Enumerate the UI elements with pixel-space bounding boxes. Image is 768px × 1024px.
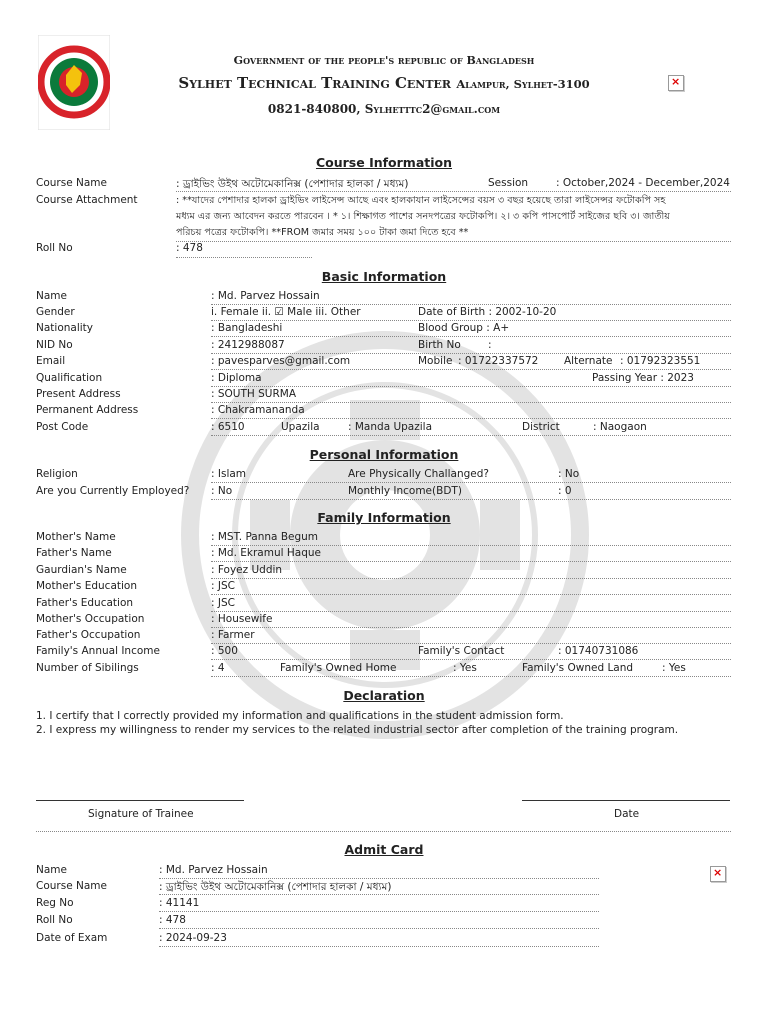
center-address: Alampur, Sylhet-3100 — [456, 77, 590, 91]
physically-challenged-label: Are Physically Challanged? — [348, 468, 489, 480]
religion-label: Religion — [36, 468, 78, 480]
declaration-title: Declaration — [343, 688, 425, 703]
owned-home-value: : Yes — [453, 662, 477, 674]
center-title — [0, 74, 768, 92]
alternate-label: Alternate — [564, 355, 613, 367]
blood-group: Blood Group : A+ — [418, 322, 510, 334]
family-info-title: Family Information — [317, 510, 451, 525]
annual-income-value: : 500 — [211, 645, 238, 657]
admit-exam-label: Date of Exam — [36, 932, 108, 944]
birth-no-value: : — [488, 339, 492, 351]
nid-value: : 2412988087 — [211, 339, 285, 351]
mother-occupation-value: : Housewife — [211, 613, 273, 625]
course-attachment-line2: মধ্যম এর জন্য আবেদন করতে পারবেন । * ১। শিক্ষাগত পাশের সনদপত্রের ফটোকপি। ২। ৩ কপি পাসপোর্ট সাইজের ছবি ৩। জাতীয় — [176, 211, 670, 222]
father-occupation-label: Father's Occupation — [36, 629, 141, 641]
course-attachment-line3: পরিচয় পত্রের ফটোকপি। **FROM জমার সময় ১০০ টাকা জমা দিতে হবে ** — [176, 227, 469, 238]
district-label: District — [522, 421, 560, 433]
mother-name-value: : MST. Panna Begum — [211, 531, 319, 543]
present-address-label: Present Address — [36, 388, 121, 400]
gender-label: Gender — [36, 306, 75, 318]
admit-name-value: : Md. Parvez Hossain — [159, 864, 268, 876]
date-signature-line — [522, 800, 730, 801]
owned-home-label: Family's Owned Home — [280, 662, 397, 674]
guardian-name-label: Gaurdian's Name — [36, 564, 127, 576]
physically-challenged-value: : No — [558, 468, 580, 480]
guardian-name-value: : Foyez Uddin — [211, 564, 283, 576]
trainee-signature-line — [36, 800, 244, 801]
declaration-line-2: 2. I express my willingness to render my services to the related industrial sector after completion of the training program. — [36, 724, 679, 736]
nationality-label: Nationality — [36, 322, 94, 334]
admit-roll-label: Roll No — [36, 914, 73, 926]
admit-card-title: Admit Card — [344, 842, 424, 857]
post-code-value: : 6510 — [211, 421, 245, 433]
admit-roll-value: : 478 — [159, 914, 186, 926]
employed-label: Are you Currently Employed? — [36, 485, 190, 497]
permanent-address-value: : Chakramananda — [211, 404, 305, 416]
mobile-label: Mobile — [418, 355, 453, 367]
father-name-label: Father's Name — [36, 547, 112, 559]
session-value: : October,2024 - December,2024 — [556, 177, 730, 189]
admit-course-label: Course Name — [36, 880, 107, 892]
date-of-birth: Date of Birth : 2002-10-20 — [418, 306, 557, 318]
mother-education-label: Mother's Education — [36, 580, 138, 592]
course-attachment-line1: : **যাদের পেশাদার হালকা ড্রাইভিং লাইসেন্স আছে এবং হালকাযান লাইসেন্সের বয়স ৩ বছর হয়েছে তারা লাইসেন্সর ফটোকপি সহ — [176, 195, 666, 206]
alternate-value: : 01792323551 — [620, 355, 701, 367]
course-name-label: Course Name — [36, 177, 107, 189]
birth-no-label: Birth No — [418, 339, 461, 351]
owned-land-label: Family's Owned Land — [522, 662, 634, 674]
course-info-title: Course Information — [315, 155, 453, 170]
personal-info-title: Personal Information — [309, 447, 459, 462]
post-code-label: Post Code — [36, 421, 89, 433]
admit-photo-broken-icon: × — [710, 866, 726, 882]
permanent-address-label: Permanent Address — [36, 404, 139, 416]
admit-name-label: Name — [36, 864, 67, 876]
mother-education-value: : JSC — [211, 580, 235, 592]
admit-reg-label: Reg No — [36, 897, 74, 909]
gender-options: i. Female ii. ☑ Male iii. Other — [211, 306, 361, 318]
center-name: Sylhet Technical Training Center — [178, 74, 452, 92]
owned-land-value: : Yes — [662, 662, 686, 674]
father-occupation-value: : Farmer — [211, 629, 255, 641]
session-label: Session — [488, 177, 529, 189]
name-label: Name — [36, 290, 67, 302]
district-value: : Naogaon — [593, 421, 647, 433]
family-contact-value: : 01740731086 — [558, 645, 639, 657]
employed-value: : No — [211, 485, 233, 497]
admit-course-value: : ড্রাইভিং উইথ অটোমেকানিক্স (পেশাদার হালকা / মধ্যম) — [159, 881, 392, 893]
roll-no-label: Roll No — [36, 242, 73, 254]
qualification-value: : Diploma — [211, 372, 262, 384]
email-label: Email — [36, 355, 66, 367]
nid-label: NID No — [36, 339, 73, 351]
declaration-line-1: 1. I certify that I correctly provided my information and qualifications in the student admission form. — [36, 710, 564, 722]
present-address-value: : SOUTH SURMA — [211, 388, 297, 400]
mobile-value: : 01722337572 — [458, 355, 539, 367]
email-value: : pavesparves@gmail.com — [211, 355, 351, 367]
passing-year: Passing Year : 2023 — [592, 372, 694, 384]
admit-exam-value: : 2024-09-23 — [159, 932, 227, 944]
roll-no-value: : 478 — [176, 242, 203, 254]
siblings-value: : 4 — [211, 662, 225, 674]
monthly-income-value: : 0 — [558, 485, 572, 497]
signature-trainee-label: Signature of Trainee — [88, 808, 194, 820]
nationality-value: : Bangladeshi — [211, 322, 283, 334]
center-contact: 0821-840800, Sylhetttc2@gmail.com — [267, 102, 501, 116]
father-name-value: : Md. Ekramul Haque — [211, 547, 321, 559]
father-education-value: : JSC — [211, 597, 235, 609]
mother-name-label: Mother's Name — [36, 531, 116, 543]
upazila-value: : Manda Upazila — [348, 421, 433, 433]
monthly-income-label: Monthly Income(BDT) — [348, 485, 462, 497]
upazila-label: Upazila — [281, 421, 320, 433]
name-value: : Md. Parvez Hossain — [211, 290, 320, 302]
annual-income-label: Family's Annual Income — [36, 645, 160, 657]
siblings-label: Number of Sibilings — [36, 662, 139, 674]
course-attachment-label: Course Attachment — [36, 194, 138, 206]
admit-reg-value: : 41141 — [159, 897, 200, 909]
father-education-label: Father's Education — [36, 597, 134, 609]
course-name-value: : ড্রাইভিং উইথ অটোমেকানিক্স (পেশাদার হালকা / মধ্যম) — [176, 178, 409, 190]
broken-image-icon: × — [668, 75, 684, 91]
government-title: Government of the people's republic of Bangladesh — [233, 54, 535, 67]
basic-info-title: Basic Information — [321, 269, 447, 284]
signature-date-label: Date — [614, 808, 640, 820]
qualification-label: Qualification — [36, 372, 103, 384]
mother-occupation-label: Mother's Occupation — [36, 613, 145, 625]
religion-value: : Islam — [211, 468, 247, 480]
family-contact-label: Family's Contact — [418, 645, 505, 657]
